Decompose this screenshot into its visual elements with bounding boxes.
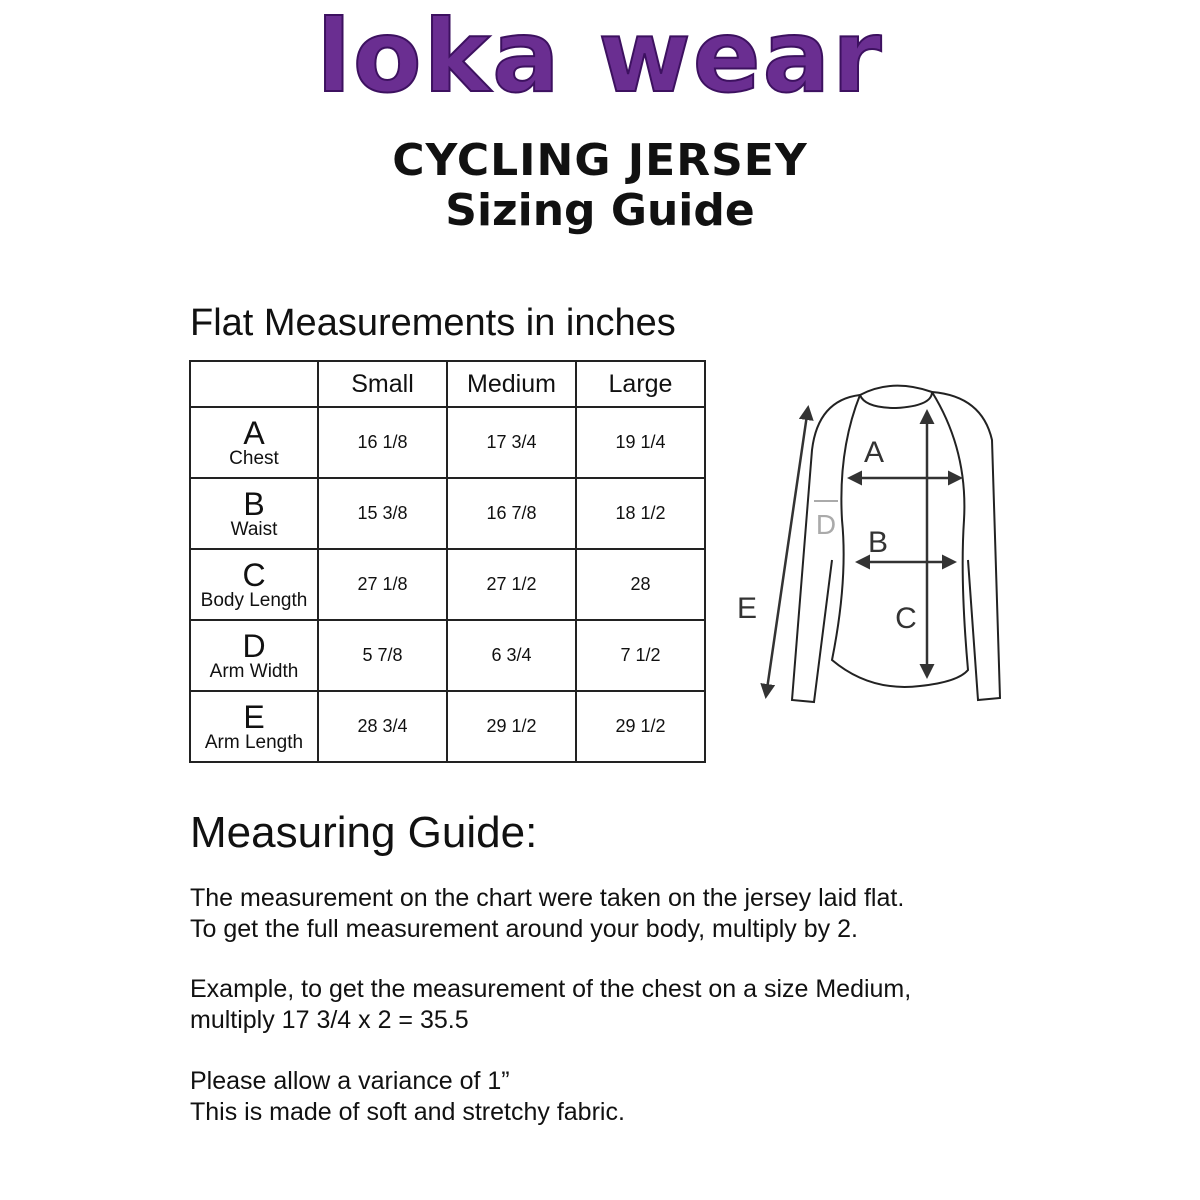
row-label: [190, 691, 318, 762]
header-size-small: Small: [318, 361, 447, 407]
table-cell: 19 1/4: [576, 407, 705, 478]
table-cell: 28: [576, 549, 705, 620]
label-a: A: [863, 436, 885, 469]
row-name: Waist: [230, 518, 278, 540]
row-letter: B: [243, 485, 265, 522]
size-table: [189, 360, 706, 763]
table-cell: 16 7/8: [447, 478, 576, 549]
table-cell: 15 3/8: [318, 478, 447, 549]
table-cell: 29 1/2: [576, 691, 705, 762]
page-title: CYCLING JERSEY: [392, 135, 808, 186]
table-cell: 27 1/8: [318, 549, 447, 620]
table-row: [190, 407, 705, 478]
table-cell: 28 3/4: [318, 691, 447, 762]
label-b: B: [867, 526, 889, 559]
row-label: [190, 549, 318, 620]
guide-paragraph-example: [190, 974, 911, 1036]
table-row: [190, 620, 705, 691]
jersey-diagram: [720, 370, 1010, 710]
row-letter: E: [243, 698, 265, 735]
label-d: D: [815, 509, 837, 540]
guide-line: To get the full measurement around your body, multiply by 2.: [190, 915, 858, 943]
table-row: [190, 691, 705, 762]
jersey-outline: [792, 386, 1000, 702]
header-size-large: Large: [576, 361, 705, 407]
table-header-row: [190, 361, 705, 407]
guide-line: This is made of soft and stretchy fabric.: [190, 1098, 625, 1126]
row-letter: A: [243, 414, 265, 451]
row-label: [190, 478, 318, 549]
page-subtitle: Sizing Guide: [445, 185, 755, 236]
brand-logo: loka wear: [316, 0, 884, 115]
row-name: Arm Length: [204, 731, 304, 753]
header-empty-cell: [190, 361, 318, 407]
guide-paragraph-flat: [190, 883, 904, 945]
row-name: Chest: [229, 447, 279, 469]
guide-line: Please allow a variance of 1”: [190, 1067, 510, 1095]
table-heading: Flat Measurements in inches: [190, 302, 676, 344]
row-name: Body Length: [200, 589, 308, 611]
row-name: Arm Width: [209, 660, 299, 682]
header-size-medium: Medium: [447, 361, 576, 407]
table-cell: 17 3/4: [447, 407, 576, 478]
table-cell: 18 1/2: [576, 478, 705, 549]
label-e: E: [736, 592, 758, 625]
label-c: C: [895, 602, 917, 635]
guide-line: multiply 17 3/4 x 2 = 35.5: [190, 1006, 469, 1034]
table-row: [190, 478, 705, 549]
guide-line: The measurement on the chart were taken on the jersey laid flat.: [190, 884, 905, 912]
guide-heading: Measuring Guide:: [190, 808, 538, 857]
table-cell: 29 1/2: [447, 691, 576, 762]
table-cell: 16 1/8: [318, 407, 447, 478]
table-cell: 7 1/2: [576, 620, 705, 691]
guide-line: Example, to get the measurement of the chest on a size Medium,: [190, 975, 912, 1003]
row-letter: C: [242, 556, 266, 593]
row-label: [190, 407, 318, 478]
table-cell: 5 7/8: [318, 620, 447, 691]
row-label: [190, 620, 318, 691]
table-cell: 27 1/2: [447, 549, 576, 620]
table-cell: 6 3/4: [447, 620, 576, 691]
guide-paragraph-variance: [190, 1066, 625, 1128]
row-letter: D: [242, 627, 266, 664]
table-row: [190, 549, 705, 620]
